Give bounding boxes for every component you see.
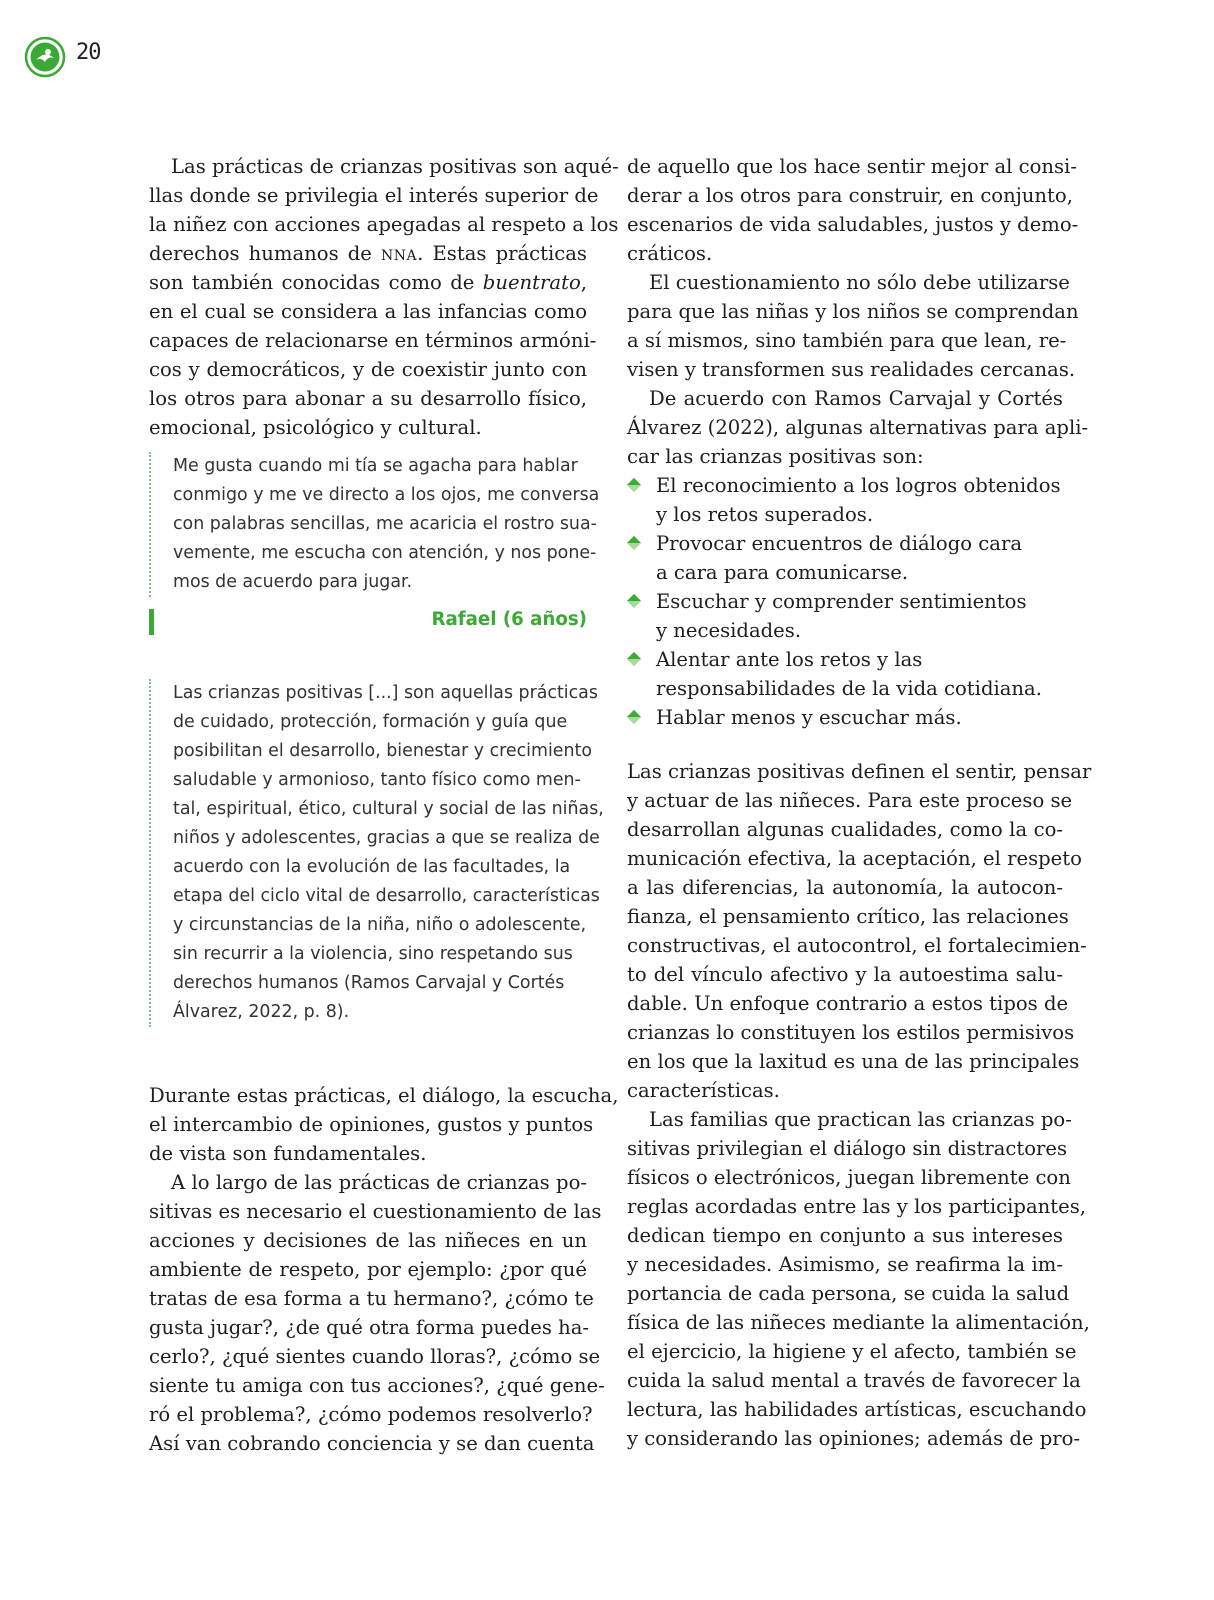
quote-line: saludable y armonioso, tanto físico como men-	[173, 770, 581, 790]
list-item: El reconocimiento a los logros obtenidos y los retos superados.	[627, 471, 1063, 529]
text-line: en el cual se considera a las infancias como	[149, 300, 587, 323]
text-line: físicos o electrónicos, juegan libremente con	[627, 1166, 1071, 1189]
text-line: llas donde se privilegia el interés superior de	[149, 184, 599, 207]
text-line: sitivas privilegian el diálogo sin distractores	[627, 1137, 1068, 1160]
text-line: en los que la laxitud es una de las principales	[627, 1050, 1080, 1073]
text-line: ró el problema?, ¿cómo podemos resolverlo?	[149, 1403, 593, 1426]
text-line: capaces de relacionarse en términos armóni-	[149, 329, 597, 352]
text-line: siente tu amiga con tus acciones?, ¿qué gene-	[149, 1374, 605, 1397]
quote-line: niños y adolescentes, gracias a que se realiza de	[173, 828, 600, 848]
text-line: acciones y decisiones de las niñeces en un	[149, 1229, 587, 1252]
text-line: y actuar de las niñeces. Para este proceso se	[627, 789, 1073, 812]
paragraph-dialogue	[149, 1081, 619, 1168]
text-line: cráticos.	[627, 242, 713, 265]
text-line: física de las niñeces mediante la alimentación,	[627, 1311, 1090, 1334]
text-line: lectura, las habilidades artísticas, escuchando	[627, 1398, 1087, 1421]
text-line: derechos humanos de nna. Estas prácticas	[149, 242, 587, 265]
text-line: Las familias que practican las crianzas po-	[649, 1108, 1072, 1131]
text-line: de vista son fundamentales.	[149, 1142, 427, 1165]
text-line: fianza, el pensamiento crítico, las relaciones	[627, 905, 1069, 928]
text-line: Así van cobrando conciencia y se dan cuenta	[149, 1432, 595, 1455]
quote-line: Las crianzas positivas [...] son aquellas prácticas	[173, 683, 598, 703]
diamond-bullet-icon	[627, 652, 641, 666]
paragraph-continuation	[627, 152, 1079, 268]
alternatives-list	[627, 471, 1063, 732]
left-column	[149, 152, 619, 1458]
acronym-nna: nna	[381, 242, 418, 265]
italic-term: buentrato	[482, 271, 581, 294]
text-line: escenarios de vida saludables, justos y demo-	[627, 213, 1079, 236]
paragraph-families	[627, 1105, 1090, 1453]
text-line: crianzas lo constituyen los estilos permisivos	[627, 1021, 1075, 1044]
quote-line: Me gusta cuando mi tía se agacha para hablar	[173, 456, 578, 476]
book-logo-icon	[24, 36, 66, 78]
text-line: desarrollan algunas cualidades, como la co-	[627, 818, 1063, 841]
child-quote	[149, 452, 600, 597]
citation-quote	[149, 679, 604, 1027]
text-line: sitivas es necesario el cuestionamiento de las	[149, 1200, 602, 1223]
list-item: Alentar ante los retos y las responsabilidades de la vida cotidiana.	[627, 645, 1063, 703]
text-line: ambiente de respeto, por ejemplo: ¿por qué	[149, 1258, 587, 1281]
list-item: Escuchar y comprender sentimientos y necesidades.	[627, 587, 1063, 645]
quote-line: tal, espiritual, ético, cultural y social de las niñas,	[173, 799, 604, 819]
text-line: la niñez con acciones apegadas al respeto a los	[149, 213, 619, 236]
diamond-bullet-icon	[627, 478, 641, 492]
accent-bar	[149, 609, 154, 635]
text-line: y necesidades. Asimismo, se reafirma la im-	[627, 1253, 1063, 1276]
text-line: Las prácticas de crianzas positivas son aqué-	[171, 155, 619, 178]
list-item: Provocar encuentros de diálogo cara a cara para comunicarse.	[627, 529, 1063, 587]
quote-line: derechos humanos (Ramos Carvajal y Cortés	[173, 973, 565, 993]
quote-line: Álvarez, 2022, p. 8).	[173, 1002, 350, 1022]
text-line: derar a los otros para construir, en conjunto,	[627, 184, 1073, 207]
text-line: a las diferencias, la autonomía, la autocon-	[627, 876, 1063, 899]
text-line: Álvarez (2022), algunas alternativas para apli-	[627, 416, 1089, 439]
quote-line: y circunstancias de la niña, niño o adolescente,	[173, 915, 587, 935]
text-line: para que las niñas y los niños se comprendan	[627, 300, 1079, 323]
right-column	[627, 152, 1092, 1453]
text-line: dedican tiempo en conjunto a sus intereses	[627, 1224, 1063, 1247]
text-line: to del vínculo afectivo y la autoestima salu-	[627, 963, 1063, 986]
paragraph-alternatives	[627, 384, 1089, 471]
quote-line: vemente, me escucha con atención, y nos pone-	[173, 543, 597, 563]
text-line: visen y transformen sus realidades cercanas.	[627, 358, 1076, 381]
text-line: cuida la salud mental a través de favorecer la	[627, 1369, 1081, 1392]
text-line: dable. Un enfoque contrario a estos tipos de	[627, 992, 1069, 1015]
text-line: A lo largo de las prácticas de crianzas po-	[171, 1171, 587, 1194]
list-item: Hablar menos y escuchar más.	[627, 703, 1063, 732]
paragraph-questioning-purpose	[627, 268, 1079, 384]
text-line: a sí mismos, sino también para que lean, re-	[627, 329, 1067, 352]
text-line: El cuestionamiento no sólo debe utilizarse	[649, 271, 1070, 294]
diamond-bullet-icon	[627, 536, 641, 550]
text-line: Las crianzas positivas definen el sentir, pensar	[627, 760, 1092, 783]
text-line: reglas acordadas entre las y los participantes,	[627, 1195, 1087, 1218]
quote-line: etapa del ciclo vital de desarrollo, características	[173, 886, 600, 906]
text-line: portancia de cada persona, se cuida la salud	[627, 1282, 1070, 1305]
text-line: de aquello que los hace sentir mejor al consi-	[627, 155, 1077, 178]
text-line: emocional, psicológico y cultural.	[149, 416, 482, 439]
quote-line: de cuidado, protección, formación y guía que	[173, 712, 568, 732]
paragraph-intro	[149, 152, 619, 442]
text-line: car las crianzas positivas son:	[627, 445, 924, 468]
quote-line: mos de acuerdo para jugar.	[173, 572, 413, 592]
text-line: Durante estas prácticas, el diálogo, la escucha,	[149, 1084, 619, 1107]
quote-author: Rafael (6 años)	[431, 609, 587, 630]
text-line: cerlo?, ¿qué sientes cuando lloras?, ¿cómo se	[149, 1345, 601, 1368]
quote-attribution	[149, 601, 587, 643]
text-line: características.	[627, 1079, 780, 1102]
text-line: y considerando las opiniones; además de pro-	[627, 1427, 1081, 1450]
quote-line: conmigo y me ve directo a los ojos, me conversa	[173, 485, 600, 505]
text-line: constructivas, el autocontrol, el fortalecimien-	[627, 934, 1087, 957]
text-line: son también conocidas como de buentrato,	[149, 271, 587, 294]
quote-line: posibilitan el desarrollo, bienestar y crecimiento	[173, 741, 592, 761]
diamond-bullet-icon	[627, 710, 641, 724]
text-line: el ejercicio, la higiene y el afecto, también se	[627, 1340, 1077, 1363]
quote-line: acuerdo con la evolución de las facultades, la	[173, 857, 571, 877]
paragraph-questioning	[149, 1168, 605, 1458]
diamond-bullet-icon	[627, 594, 641, 608]
paragraph-qualities	[627, 757, 1092, 1105]
text-line: municación efectiva, la aceptación, el respeto	[627, 847, 1082, 870]
quote-line: con palabras sencillas, me acaricia el rostro sua-	[173, 514, 597, 534]
page-number: 20	[76, 40, 101, 65]
quote-line: sin recurrir a la violencia, sino respetando sus	[173, 944, 573, 964]
text-line: cos y democráticos, y de coexistir junto con	[149, 358, 587, 381]
text-line: tratas de esa forma a tu hermano?, ¿cómo te	[149, 1287, 594, 1310]
text-line: el intercambio de opiniones, gustos y puntos	[149, 1113, 594, 1136]
text-line: gusta jugar?, ¿de qué otra forma puedes ha-	[149, 1316, 590, 1339]
text-line: De acuerdo con Ramos Carvajal y Cortés	[649, 387, 1063, 410]
text-line: los otros para abonar a su desarrollo físico,	[149, 387, 587, 410]
